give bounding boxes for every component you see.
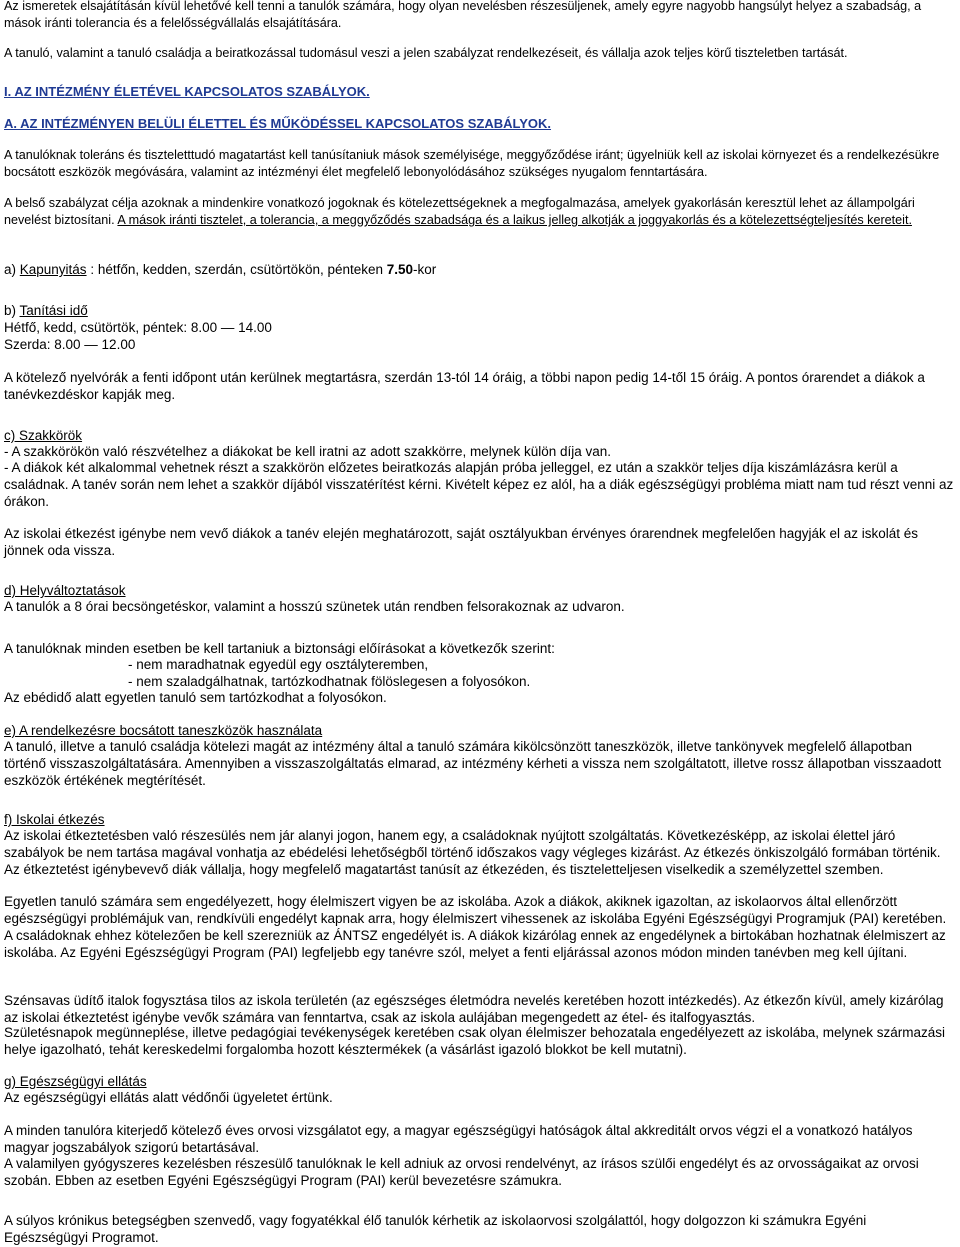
internal-rules-purpose-paragraph [4,195,954,229]
gate-opening-label: Kapunyitás [19,262,87,277]
catering-paragraph-1: Az iskolai étkeztetésben való részesülés nem jár alanyi jogon, hanem egy, a családoknak nyújtott szolgáltatás. Következésképp, az iskolai élettel járó szabályok be nem tartása magával vonhatja az ebédelési lehetőségből történő időszakos vagy végleges kizárást. Az étkezés önkiszolgáló formában történik. Az étkeztetést igénybevevő diák vállalja, hogy megfelelő magatartást tanúsít az étkezéden, és tiszteletteljesen viselkedik a személyzettel szemben. [4,828,941,877]
language-lessons-paragraph: A kötelező nyelvórák a fenti időpont után kerülnek megtartásra, szerdán 13-tól 14 óráig, a többi napon pedig 14-től 15 óráig. A pontos órarendet a diákok a tanévkezdéskor kapják meg. [4,370,925,402]
health-care-paragraph-4: A súlyos krónikus betegségben szenvedő, vagy fogyatékkal élő tanulók kérhetik az iskolaorvosi szolgálattól, hogy dolgozzon ki számukra Egyéni Egészségügyi Programot. [4,1213,867,1245]
teaching-time-weekdays: Hétfő, kedd, csütörtök, péntek: 8.00 ― 14.00 [4,320,272,335]
intro-paragraph-1: Az ismeretek elsajátításán kívül lehetővé kell tenni a tanulók számára, hogy olyan nevelésben részesüljenek, amely egyre nagyobb hangsúlyt helyez a szabadság, a mások iránti tolerancia és a felelősségvállalás elsajátítására. [4,0,922,30]
intro-paragraph-2: A tanuló, valamint a tanuló családja a beiratkozással tudomásul veszi a jelen szabályzat rendelkezéseit, és vállalja azok teljes körű tiszteletben tartását. [4,46,848,60]
gate-opening-suffix: -kor [413,262,437,277]
catering-paragraph-3: Szénsavas üdítő italok fogysztása tilos az iskola területén (az egészséges életmódra nevelés keretében hozott intézkedés). Az étkezőn kívül, amely kizárólag az iskolai étkeztetést igénybe vevők számára van fenntartva, csak az iskola aulájában megengedett az étel- és italfogyasztás. [4,993,944,1025]
heading-institution-rules: I. AZ INTÉZMÉNY ÉLETÉVEL KAPCSOLATOS SZABÁLYOK. [4,84,370,99]
health-care-heading: g) Egészségügyi ellátás [4,1074,147,1089]
heading-internal-life-rules: A. AZ INTÉZMÉNYEN BELÜLI ÉLETTEL ÉS MŰKÖDÉSSEL KAPCSOLATOS SZABÁLYOK. [4,116,552,131]
safety-rule-item-1: - nem maradhatnak egyedül egy osztályteremben, [128,657,429,672]
purpose-underlined-text: A mások iránti tisztelet, a tolerancia, a meggyőződés szabadsága és a laikus jelleg alkotják a joggyakorlás és a kötelezettségteljesítés kereteit. [117,213,912,227]
clubs-item-1: - A szakkörökön való részvételhez a diákokat be kell iratni az adott szakkörre, melynek külön díja van. [4,444,612,459]
clubs-heading: c) Szakkörök [4,428,83,443]
teaching-time-heading [4,302,954,319]
gate-opening-days: : hétfőn, kedden, szerdán, csütörtökön, pénteken [86,262,387,277]
health-care-paragraph-3: A valamilyen gyógyszeres kezelésben részesülő tanulóknak le kell adniuk az orvosi rendelvényt, az írásos szülői engedélyt és az orvosságaikat az orvosi szobán. Ebben az esetben Egyéni Egészségügyi Program (PAI) kerül bevezetésre számukra. [4,1156,919,1188]
catering-paragraph-2: Egyetlen tanuló számára sem engedélyezett, hogy élelmiszert vigyen be az iskolába. Azok a diákok, akiknek igazoltan, az iskolaorvos által ellenőrzött egészségügyi problémájuk van, rendkívüli engedélyt kapnak arra, hogy élelmiszert vihessenek az iskolába Egyéni Egészségügyi Programjuk (PAI) keretében. A családoknak ehhez kötelezően be kell szerezniük az ÁNTSZ engedélyét is. A diákok kizárólag ennek az engedélynek a birtokában hozhatnak élelmiszert az iskolába. Az Egyéni Egészségügyi Program (PAI) legfeljebb egy tanévre szól, melyet a fenti eljárással azonos módon minden tanévben meg kell újítani. [4,894,947,960]
catering-paragraph-4: Születésnapok megünneplése, illetve pedagógiai tevékenységek keretében csak olyan élelmiszer behozatala engedélyezett az iskolába, melynek származási helye igazolható, tehát kereskedelmi forgalomba hozott késztermékek (a vásárlást igazoló blokkot be kell mutatni). [4,1025,946,1057]
item-marker: b) [4,303,20,318]
teaching-time-wednesday: Szerda: 8.00 ― 12.00 [4,337,136,352]
item-marker: a) [4,262,20,277]
catering-heading: f) Iskolai étkezés [4,812,105,827]
safety-rules-paragraph: A tanulóknak minden esetben be kell tartaniuk a biztonsági előírásokat a következők szerint: [4,641,555,656]
lineup-paragraph: A tanulók a 8 órai becsöngetéskor, valamint a hosszú szünetek után rendben felsorakoznak az udvaron. [4,599,625,614]
equipment-paragraph: A tanuló, illetve a tanuló családja kötelezi magát az intézmény által a tanuló számára kikölcsönzött taneszközök, illetve tankönyvek megfelelő állapotban történő visszaszolgáltatására. Amennyiben a visszaszolgáltatás elmarad, az intézmény kérheti a vissza nem szolgáltatott, illetve rossz állapotban visszaadott eszközök értékének megtérítését. [4,739,942,788]
equipment-heading: e) A rendelkezésre bocsátott taneszközök használata [4,723,323,738]
tolerance-paragraph: A tanulóknak toleráns és tiszteletttudó magatartást kell tanúsítaniuk mások személyisége, meggyőződése iránt; ügyelniük kell az iskolai környezet és a rendelkezésükre bocsátott eszközök megóvására, valamint az intézményi élet megfelelő lebonyolódásához szükséges nyugalom fenntartására. [4,148,940,179]
school-lunch-leave-paragraph: Az iskolai étkezést igénybe nem vevő diákok a tanév elején meghatározott, saját osztályukban érvényes órarendnek megfelelően hagyják el az iskolát és jönnek oda vissza. [4,526,919,558]
teaching-time-label: Tanítási idő [19,303,88,318]
safety-rule-item-2: - nem szaladgálhatnak, tartózkodhatnak fölöslegesen a folyosókon. [128,674,531,689]
health-care-paragraph-1: Az egészségügyi ellátás alatt védőnői ügyeletet értünk. [4,1090,333,1105]
gate-opening-line [4,261,954,278]
clubs-item-2: - A diákok két alkalommal vehetnek részt a szakkörön előzetes beiratkozás alapján próba jelleggel, ez után a szakkör teljes díja kiszámlázásra kerül a családnak. A tanév során nem lehet a szakkör díjából visszatérítést kérni. Kivételt képez ez alól, ha a diák egészségügyi probléma miatt nam tud részt venni az órákon. [4,460,954,509]
movement-heading: d) Helyváltoztatások [4,583,126,598]
health-care-paragraph-2: A minden tanulóra kiterjedő kötelező éves orvosi vizsgálatot egy, a magyar egészségügyi hatóságok által akkreditált orvos végzi el a vonatkozó hatályos magyar jogszabályok szigorú betartásával. [4,1123,913,1155]
purpose-text: A belső szabályzat célja azoknak a mindenkire vonatkozó jogoknak és kötelezettségeknek a megfogalmazása, amelyek gyakorlásán keresztül lehet az állampolgári nevelést biztosítani. [4,196,915,227]
gate-opening-time: 7.50 [386,262,414,277]
lunchtime-corridor-rule: Az ebédidő alatt egyetlen tanuló sem tartózkodhat a folyosókon. [4,690,387,705]
